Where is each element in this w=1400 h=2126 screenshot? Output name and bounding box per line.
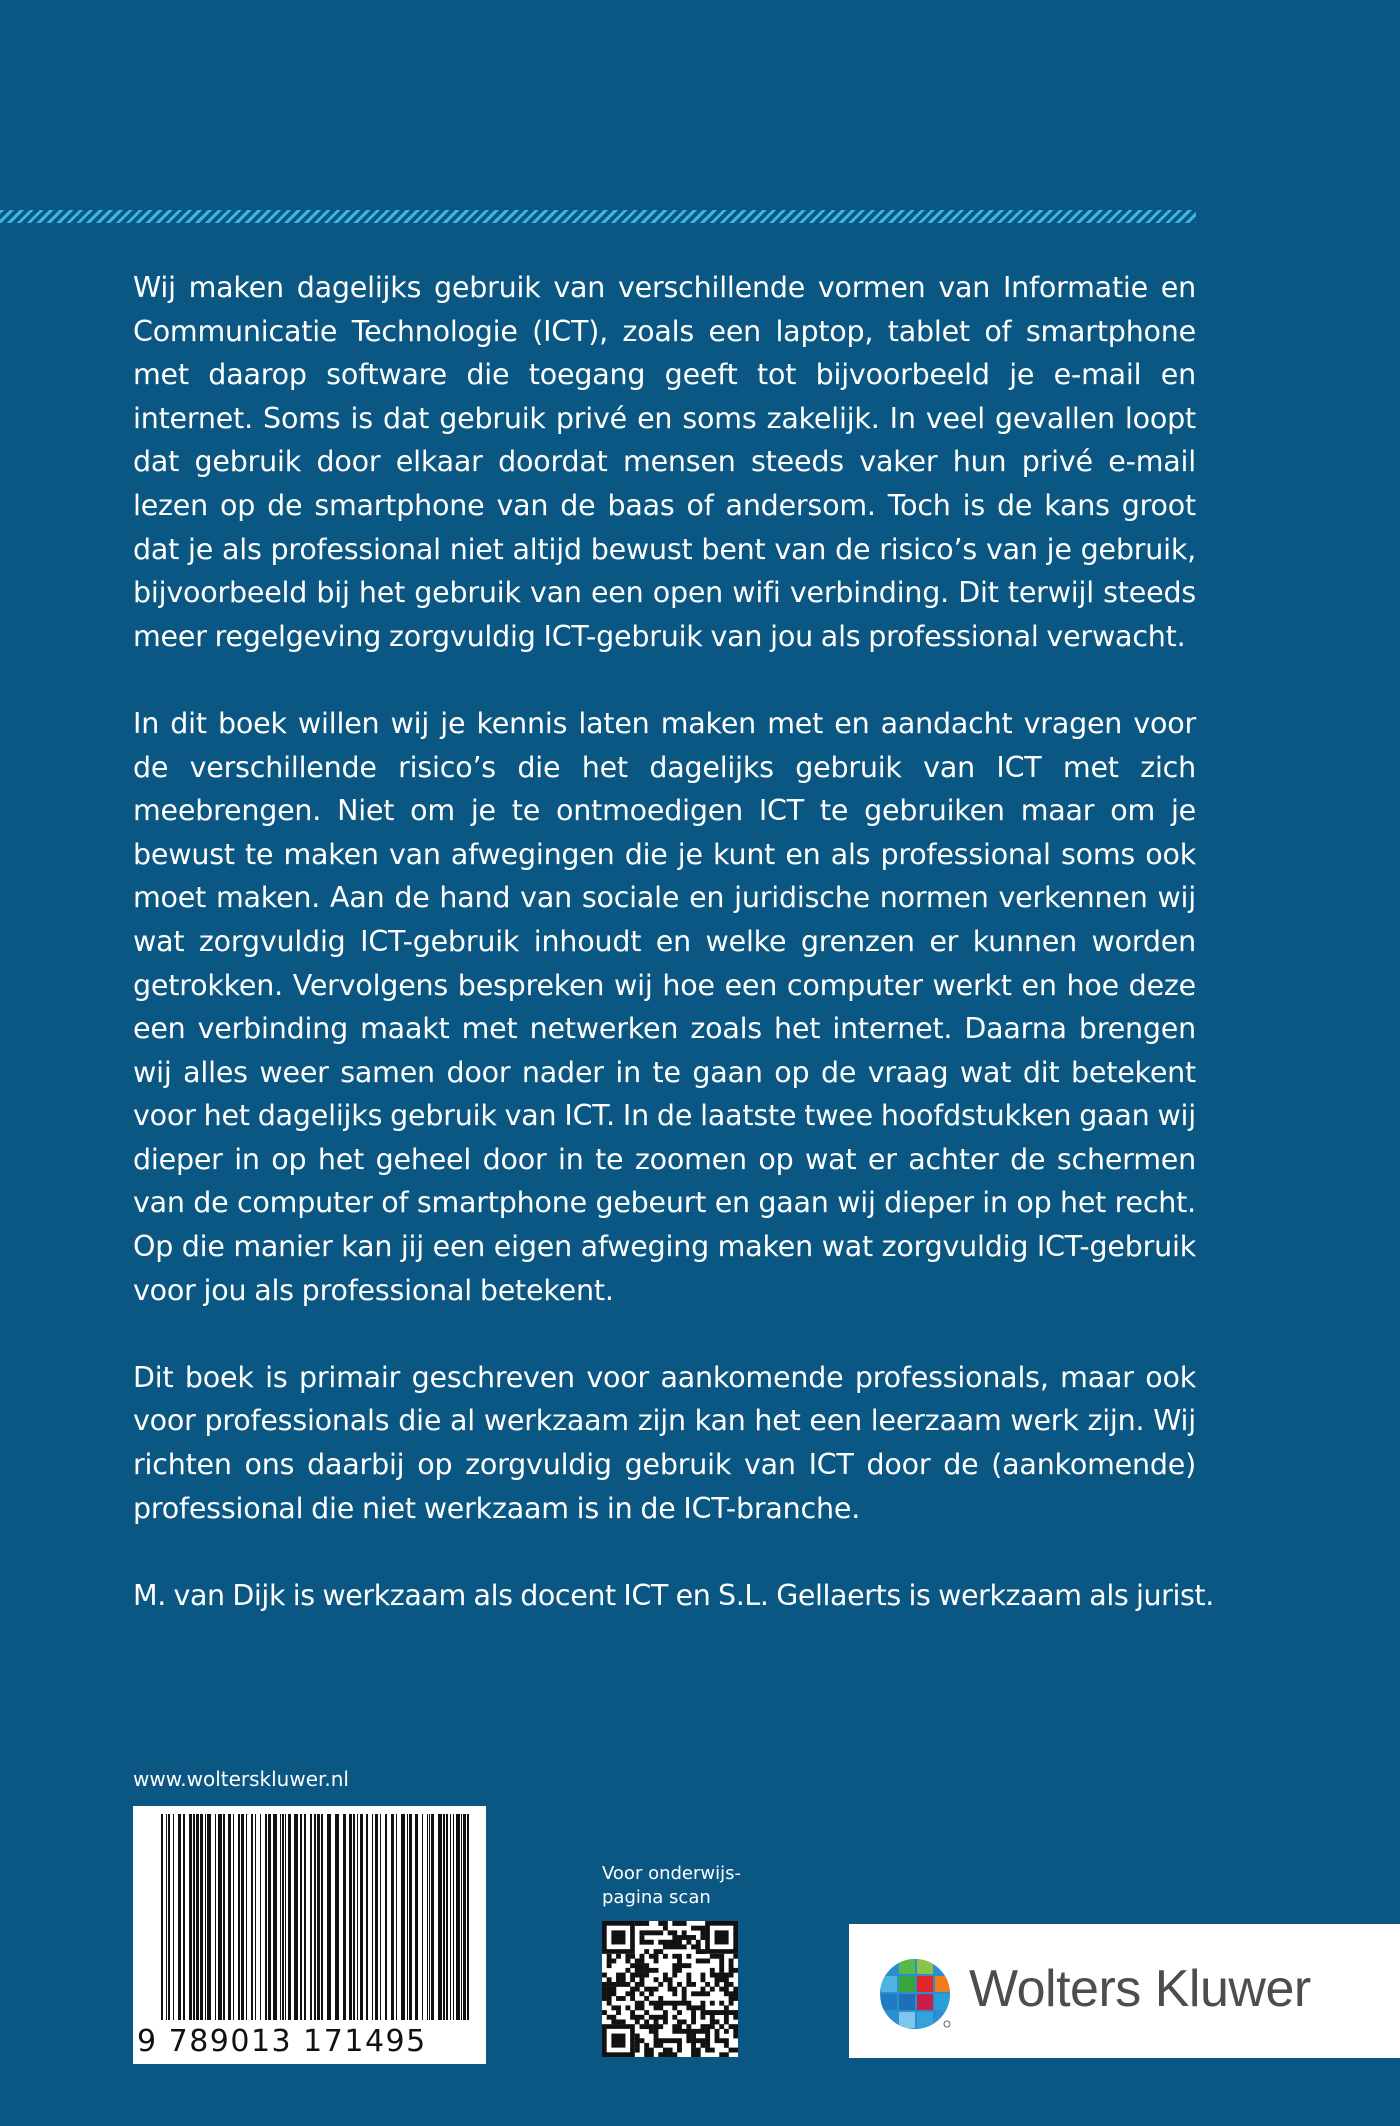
qr-caption [602, 1862, 772, 1910]
description-paragraph: Wij maken dagelijks gebruik van verschillende vormen van Informatie en Communicatie Technologie (ICT), zoals een laptop, tablet of smartphone met daarop software die toegang geeft tot bijvoorbeeld je e-mail en internet. Soms is dat gebruik privé en soms zakelijk. In veel gevallen loopt dat gebruik door elkaar doordat mensen steeds vaker hun privé e-mail lezen op de smartphone van de baas of andersom. Toch is de kans groot dat je als professional niet altijd bewust bent van de risico’s van je gebruik, bijvoorbeeld bij het gebruik van een open wifi verbinding. Dit terwijl steeds meer regelgeving zorgvuldig ICT-gebruik van jou als professional verwacht. [133, 271, 1196, 653]
description-paragraph: In dit boek willen wij je kennis laten maken met en aandacht vragen voor de verschillende risico’s die het dagelijks gebruik van ICT met zich meebrengen. Niet om je te ontmoedigen ICT te gebruiken maar om je bewust te maken van afwegingen die je kunt en als professional soms ook moet maken. Aan de hand van sociale en juridische normen verkennen wij wat zorgvuldig ICT-gebruik inhoudt en welke grenzen er kunnen worden getrokken. Vervolgens bespreken wij hoe een computer werkt en hoe deze een verbinding maakt met netwerken zoals het internet. Daarna brengen wij alles weer samen door nader in te gaan op de vraag wat dit betekent voor het dagelijks gebruik van ICT. In de laatste twee hoofdstukken gaan wij dieper in op het geheel door in te zoomen op wat er achter de schermen van de computer of smartphone gebeurt en gaan wij dieper in op het recht. Op die manier kan jij een eigen afweging maken wat zorgvuldig ICT-gebruik voor jou als professional betekent. [133, 706, 1196, 1307]
wolters-kluwer-globe-icon [879, 1956, 955, 2032]
barcode-digits: 9 789013 171495 [137, 2024, 427, 2059]
qr-code-icon [602, 1921, 738, 2057]
description-paragraph: Dit boek is primair geschreven voor aankomende professionals, maar ook voor professionals die al werkzaam zijn kan het een leerzaam werk zijn. Wij richten ons daarbij op zorgvuldig gebruik van ICT door de (aankomende) professional die niet werkzaam is in de ICT-branche. [133, 1360, 1196, 1525]
publisher-logo [849, 1924, 1400, 2058]
qr-caption-line: Voor onderwijs- [602, 1863, 741, 1884]
authors-line: M. van Dijk is werkzaam als docent ICT en S.L. Gellaerts is werkzaam als jurist. [133, 1578, 1214, 1612]
isbn-barcode [133, 1806, 486, 2064]
qr-code [602, 1921, 738, 2057]
decorative-hatch-line [0, 210, 1196, 223]
qr-caption-line: pagina scan [602, 1887, 711, 1908]
publisher-name: Wolters Kluwer [969, 1960, 1311, 2018]
back-cover-description [133, 266, 1214, 1617]
barcode-icon [133, 1806, 486, 2028]
publisher-website: www.wolterskluwer.nl [133, 1767, 349, 1791]
